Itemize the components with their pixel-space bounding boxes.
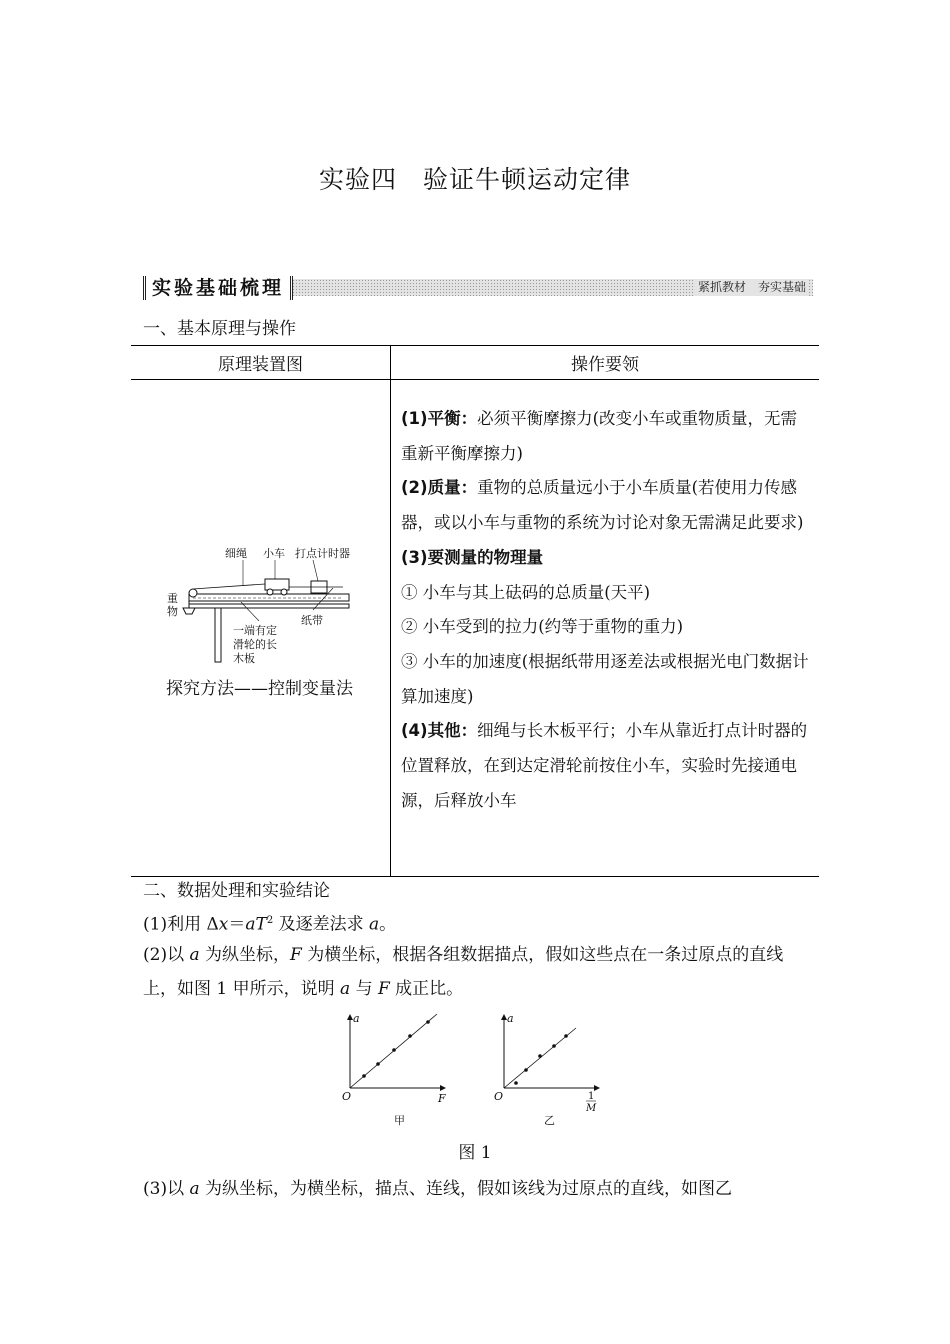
table-top [189,604,349,608]
figure-graphs [330,1012,620,1132]
data-point [362,1074,366,1078]
op-item: (3)要测量的物理量 [401,547,544,567]
graph-jia [342,1012,446,1127]
principle-table [131,345,819,877]
label-cart: 小车 [263,547,285,560]
pulley [189,589,197,597]
arrow-icon [440,1085,446,1091]
op-item: (1)平衡：必须平衡摩擦力(改变小车或重物质量，无需重新平衡摩擦力) [401,409,798,463]
col-header-diagram: 原理装置图 [131,346,391,380]
arrow-icon [594,1085,600,1091]
op-item: (2)质量：重物的总质量远小于小车质量(若使用力传感器，或以小车与重物的系统为讨论对象无需满足此要求) [401,478,804,533]
graph2-xlabel-num: 1 [588,1091,595,1102]
graph1-xlabel: F [438,1092,446,1105]
label-board-2: 滑轮的长 [233,638,277,651]
data-point [408,1034,412,1038]
paragraph-2: (2)以 a 为纵坐标，F 为横坐标，根据各组数据描点，假如这些点在一条过原点的直线上，如图 1 甲所示，说明 a 与 F 成正比。 [143,945,784,999]
col-header-ops: 操作要领 [391,346,820,380]
graph2-xlabel-den: M [586,1103,597,1114]
label-rope: 细绳 [225,547,247,560]
paragraph-3: (3)以 a 为纵坐标，为横坐标，描点、连线，假如该线为过原点的直线，如图乙 [143,1179,733,1199]
data-point [552,1044,556,1048]
graph2-name: 乙 [544,1114,555,1127]
graph2-origin: O [494,1090,504,1103]
op-item: ③ 小车的加速度(根据纸带用逐差法或根据光电门数据计算加速度) [401,651,809,706]
data-point [392,1048,396,1052]
graph-yi [494,1012,600,1127]
diagram-cell [131,380,391,877]
cart-wheel [267,589,273,595]
page-title: 实验四 验证牛顿运动定律 [318,165,631,194]
graph1-name: 甲 [394,1114,405,1127]
label-weight: 重物 [167,592,178,618]
graph1-origin: O [342,1090,352,1103]
heading-part1: 一、基本原理与操作 [143,319,296,339]
label-tape: 纸带 [301,614,323,627]
apparatus-diagram [163,542,363,667]
section-banner [143,276,813,300]
banner-title: 实验基础梳理 [143,276,293,300]
label-board-1: 一端有定 [233,624,277,637]
data-point [524,1068,528,1072]
banner-tag: 紧抓教材 夯实基础 [695,279,809,296]
table-leg [215,608,221,662]
rope-line [193,584,265,589]
data-point [538,1054,542,1058]
figure-caption: 图 1 [458,1143,492,1163]
paragraph-1: (1)利用 $\Delta x=aT^2$ 及逐差法求 a。 [143,914,397,935]
method-text: 探究方法——控制变量法 [166,679,353,699]
label-board-3: 木板 [233,652,255,665]
cart-shape [265,579,289,590]
op-item: ① 小车与其上砝码的总质量(天平) [401,582,651,602]
op-item: (4)其他：细绳与长木板平行；小车从靠近打点计时器的位置释放，在到达定滑轮前按住小车，实验时先接通电源，后释放小车 [401,721,808,810]
data-point [564,1034,568,1038]
graph1-ylabel: a [353,1012,360,1025]
data-point [514,1081,518,1085]
op-item: ② 小车受到的拉力(约等于重物的重力) [401,617,684,637]
cart-wheel [281,589,287,595]
graph2-ylabel: a [507,1012,514,1025]
data-point [376,1062,380,1066]
heading-part2: 二、数据处理和实验结论 [143,881,330,901]
ops-list [391,380,819,818]
ops-cell [391,380,820,877]
label-timer: 打点计时器 [295,547,350,560]
data-point [426,1020,430,1024]
